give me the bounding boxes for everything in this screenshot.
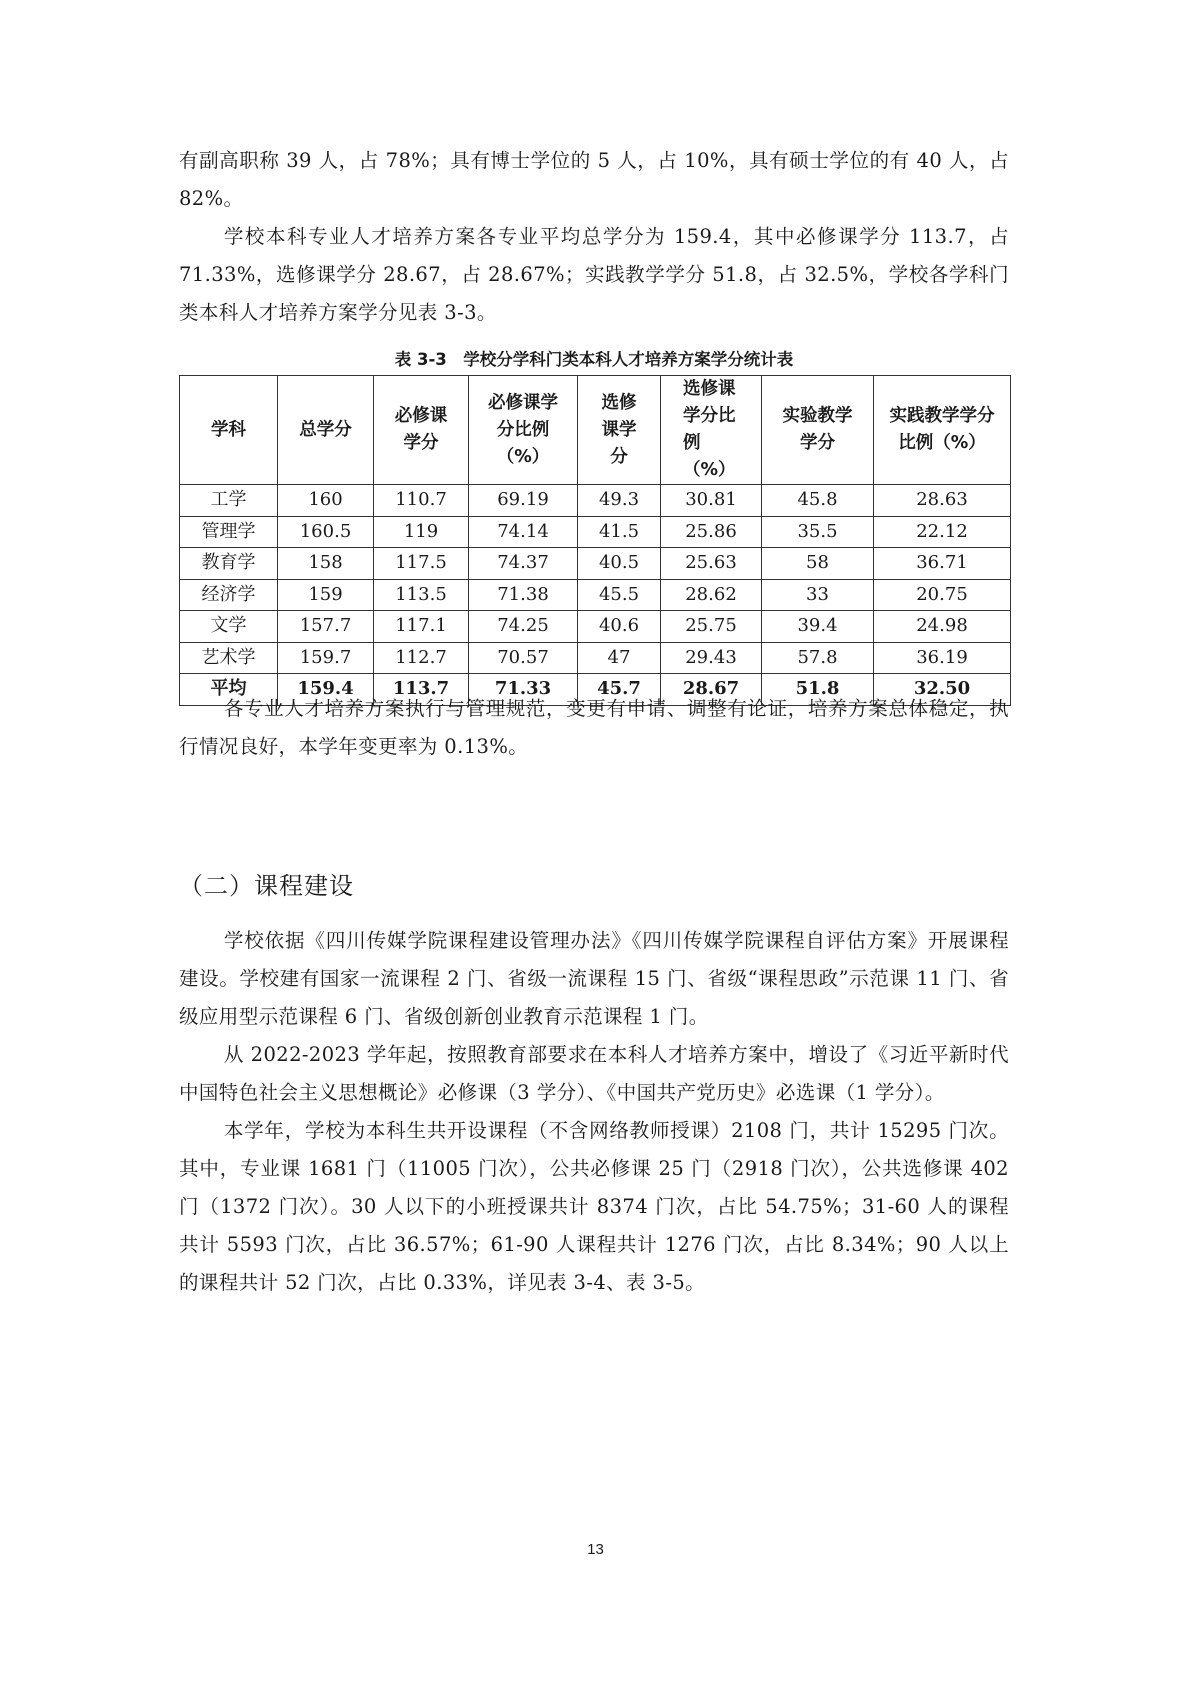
cell-value: 30.81 <box>661 485 762 517</box>
table-caption: 表 3-3 学校分学科门类本科人才培养方案学分统计表 <box>394 350 794 369</box>
cell-value: 25.86 <box>661 516 762 548</box>
cell-value: 28.63 <box>874 485 1011 517</box>
cell-value: 57.8 <box>762 642 874 674</box>
after-table-text <box>179 690 1009 766</box>
cell-value: 74.25 <box>469 611 578 643</box>
credits-table <box>179 375 1011 706</box>
cell-value: 45.5 <box>578 579 661 611</box>
cell-value: 36.71 <box>874 548 1011 580</box>
cell-value: 159.7 <box>278 642 374 674</box>
cell-value: 157.7 <box>278 611 374 643</box>
paragraph-course-statistics: 本学年，学校为本科生共开设课程（不含网络教师授课）2108 门，共计 15295 门次。其中，专业课 1681 门（11005 门次），公共必修课 25 门（2918 门次），公共选修课 402 门（1372 门次）。30 人以下的小班授课共计 8374 门次，占比 54.75%；31-60 人的课程共计 5593 门次，占比 36.57%；61-90 人课程共计 1276 门次，占比 8.34%；90 人以上的课程共计 52 门次，占比 0.33%，详见表 3-4、表 3-5。 <box>179 1119 1009 1294</box>
cell-average-value: 113.7 <box>374 674 469 706</box>
header-required-ratio: 必修课学分比例（%） <box>469 376 578 485</box>
cell-value: 69.19 <box>469 485 578 517</box>
cell-value: 70.57 <box>469 642 578 674</box>
cell-value: 117.5 <box>374 548 469 580</box>
paragraph-credit-summary: 学校本科专业人才培养方案各专业平均总学分为 159.4，其中必修课学分 113.7，占 71.33%，选修课学分 28.67，占 28.67%；实践教学学分 51.8，占 32.5%，学校各学科门类本科人才培养方案学分见表 3-3。 <box>179 225 1009 324</box>
cell-value: 25.63 <box>661 548 762 580</box>
cell-value: 29.43 <box>661 642 762 674</box>
cell-value: 40.5 <box>578 548 661 580</box>
header-discipline: 学科 <box>180 376 278 485</box>
cell-value: 20.75 <box>874 579 1011 611</box>
cell-average-value: 71.33 <box>469 674 578 706</box>
cell-value: 159 <box>278 579 374 611</box>
header-elective-credits: 选修课学分 <box>578 376 661 485</box>
header-practice-ratio: 实践教学学分比例（%） <box>874 376 1011 485</box>
header-lab-credits: 实验教学学分 <box>762 376 874 485</box>
cell-value: 160 <box>278 485 374 517</box>
table-row <box>180 642 1011 674</box>
cell-value: 25.75 <box>661 611 762 643</box>
table-row <box>180 579 1011 611</box>
paragraph-plan-management: 各专业人才培养方案执行与管理规范，变更有申请、调整有论证，培养方案总体稳定，执行情况良好，本学年变更率为 0.13%。 <box>179 697 1009 758</box>
cell-value: 71.38 <box>469 579 578 611</box>
cell-value: 58 <box>762 548 874 580</box>
cell-average-value: 51.8 <box>762 674 874 706</box>
cell-average-label: 平均 <box>180 674 278 706</box>
cell-value: 41.5 <box>578 516 661 548</box>
header-required-credits: 必修课学分 <box>374 376 469 485</box>
cell-value: 119 <box>374 516 469 548</box>
page-number: 13 <box>587 1541 604 1558</box>
cell-value: 117.1 <box>374 611 469 643</box>
cell-value: 24.98 <box>874 611 1011 643</box>
cell-discipline: 经济学 <box>180 579 278 611</box>
cell-value: 35.5 <box>762 516 874 548</box>
table-row <box>180 485 1011 517</box>
cell-discipline: 工学 <box>180 485 278 517</box>
cell-discipline: 管理学 <box>180 516 278 548</box>
cell-value: 74.37 <box>469 548 578 580</box>
header-total-credits: 总学分 <box>278 376 374 485</box>
cell-value: 112.7 <box>374 642 469 674</box>
cell-average-value: 159.4 <box>278 674 374 706</box>
table-row <box>180 611 1011 643</box>
cell-value: 110.7 <box>374 485 469 517</box>
cell-average-value: 45.7 <box>578 674 661 706</box>
paragraph-new-courses: 从 2022-2023 学年起，按照教育部要求在本科人才培养方案中，增设了《习近平新时代中国特色社会主义思想概论》必修课（3 学分）、《中国共产党历史》必选课（1 学分）。 <box>179 1043 1009 1104</box>
cell-value: 158 <box>278 548 374 580</box>
cell-average-value: 32.50 <box>874 674 1011 706</box>
cell-value: 40.6 <box>578 611 661 643</box>
cell-discipline: 教育学 <box>180 548 278 580</box>
cell-value: 113.5 <box>374 579 469 611</box>
table-row <box>180 548 1011 580</box>
cell-value: 22.12 <box>874 516 1011 548</box>
cell-value: 49.3 <box>578 485 661 517</box>
paragraph-course-building: 学校依据《四川传媒学院课程建设管理办法》《四川传媒学院课程自评估方案》开展课程建设。学校建有国家一流课程 2 门、省级一流课程 15 门、省级“课程思政”示范课 11 门、省级应用型示范课程 6 门、省级创新创业教育示范课程 1 门。 <box>179 929 1009 1028</box>
section-body <box>179 922 1009 1302</box>
section-heading: （二）课程建设 <box>179 872 354 900</box>
cell-discipline: 艺术学 <box>180 642 278 674</box>
intro-text <box>179 142 1009 332</box>
cell-value: 47 <box>578 642 661 674</box>
cell-value: 28.62 <box>661 579 762 611</box>
header-elective-ratio: 选修课学分比例（%） <box>661 376 762 485</box>
table-header-row <box>180 376 1011 485</box>
cell-value: 45.8 <box>762 485 874 517</box>
cell-discipline: 文学 <box>180 611 278 643</box>
cell-value: 74.14 <box>469 516 578 548</box>
paragraph-faculty-titles: 有副高职称 39 人，占 78%；具有博士学位的 5 人，占 10%，具有硕士学位的有 40 人，占 82%。 <box>179 149 1009 210</box>
cell-value: 33 <box>762 579 874 611</box>
cell-value: 36.19 <box>874 642 1011 674</box>
cell-average-value: 28.67 <box>661 674 762 706</box>
cell-value: 39.4 <box>762 611 874 643</box>
table-row <box>180 516 1011 548</box>
cell-value: 160.5 <box>278 516 374 548</box>
